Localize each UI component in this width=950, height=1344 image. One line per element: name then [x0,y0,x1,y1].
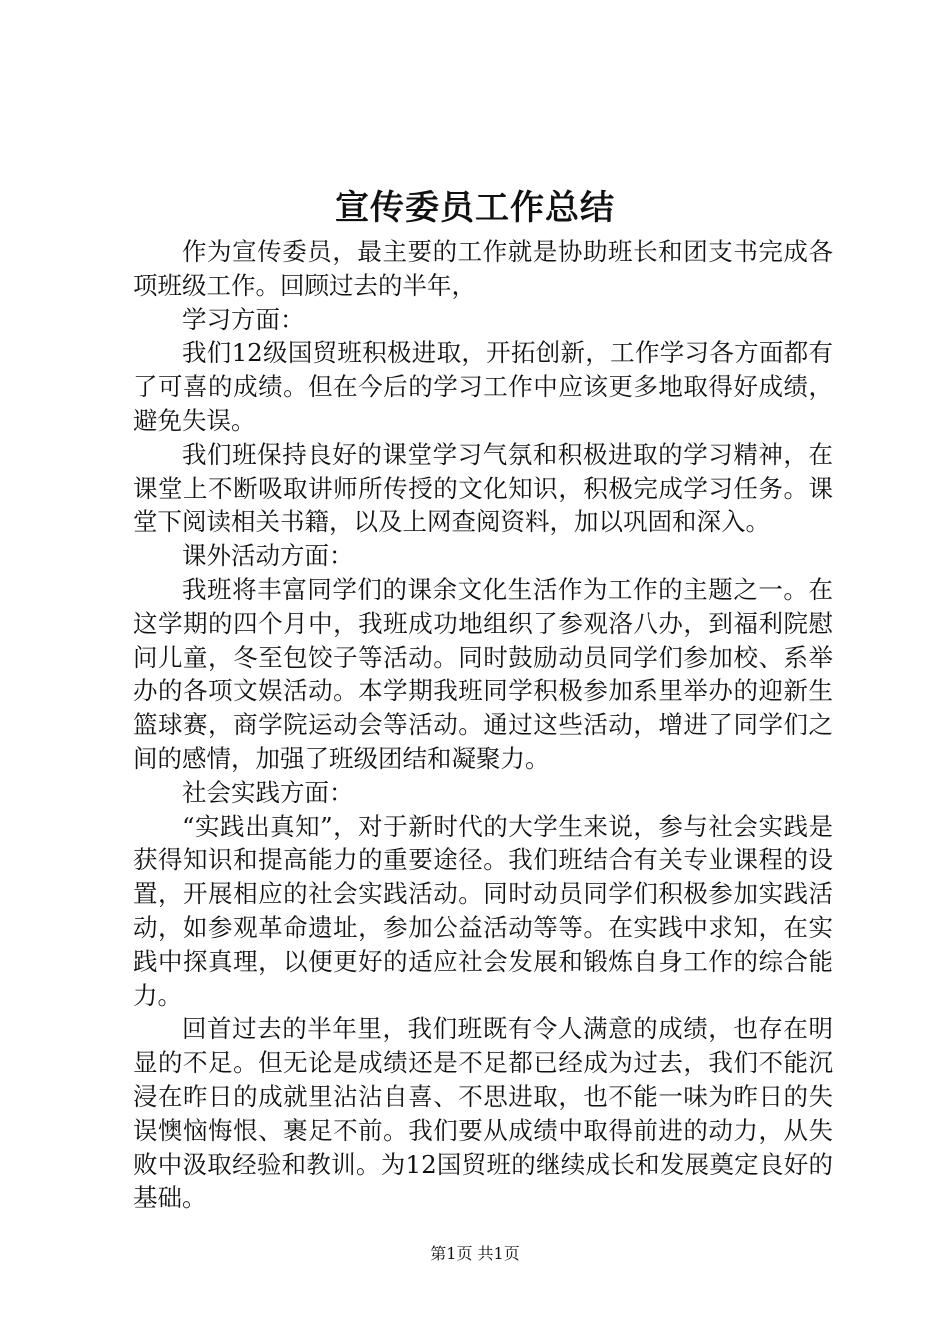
paragraph-intro: 作为宣传委员，最主要的工作就是协助班长和团支书完成各项班级工作。回顾过去的半年， [133,237,833,300]
paragraph-study-2: 我们班保持良好的课堂学习气氛和积极进取的学习精神，在课堂上不断吸取讲师所传授的文化知识，积极完成学习任务。课堂下阅读相关书籍，以及上网查阅资料，加以巩固和深入。 [133,439,833,537]
section-heading-activities: 课外活动方面： [182,541,354,571]
page-number-footer: 第1页 共1页 [430,1244,520,1263]
paragraph-study-1: 我们12级国贸班积极进取，开拓创新，工作学习各方面都有了可喜的成绩。但在今后的学习工作中应该更多地取得好成绩，避免失误。 [133,338,833,435]
paragraph-practice: “实践出真知”，对于新时代的大学生来说，参与社会实践是获得知识和提高能力的重要途径。我们班结合有关专业课程的设置，开展相应的社会实践活动。同时动员同学们积极参加实践活动，如参观革命遗址，参加公益活动等等。在实践中求知，在实践中探真理，以便更好的适应社会发展和锻炼自身工作的综合能力。 [133,811,833,1010]
document-title: 宣传委员工作总结 [335,188,615,228]
document-body [133,235,833,1215]
section-heading-practice: 社会实践方面： [182,777,354,807]
paragraph-activities: 我班将丰富同学们的课余文化生活作为工作的主题之一。在这学期的四个月中，我班成功地组织了参观洛八办，到福利院慰问儿童，冬至包饺子等活动。同时鼓励动员同学们参加校、系举办的各项文娱活动。本学期我班同学积极参加系里举办的迎新生篮球赛，商学院运动会等活动。通过这些活动，增进了同学们之间的感情，加强了班级团结和凝聚力。 [133,574,833,773]
section-heading-study: 学习方面： [182,304,305,334]
paragraph-conclusion: 回首过去的半年里，我们班既有令人满意的成绩，也存在明显的不足。但无论是成绩还是不足都已经成为过去，我们不能沉浸在昨日的成就里沾沾自喜、不思进取，也不能一味为昨日的失误懊恼悔恨、裹足不前。我们要从成绩中取得前进的动力，从失败中汲取经验和教训。为12国贸班的继续成长和发展奠定良好的基础。 [133,1014,833,1213]
